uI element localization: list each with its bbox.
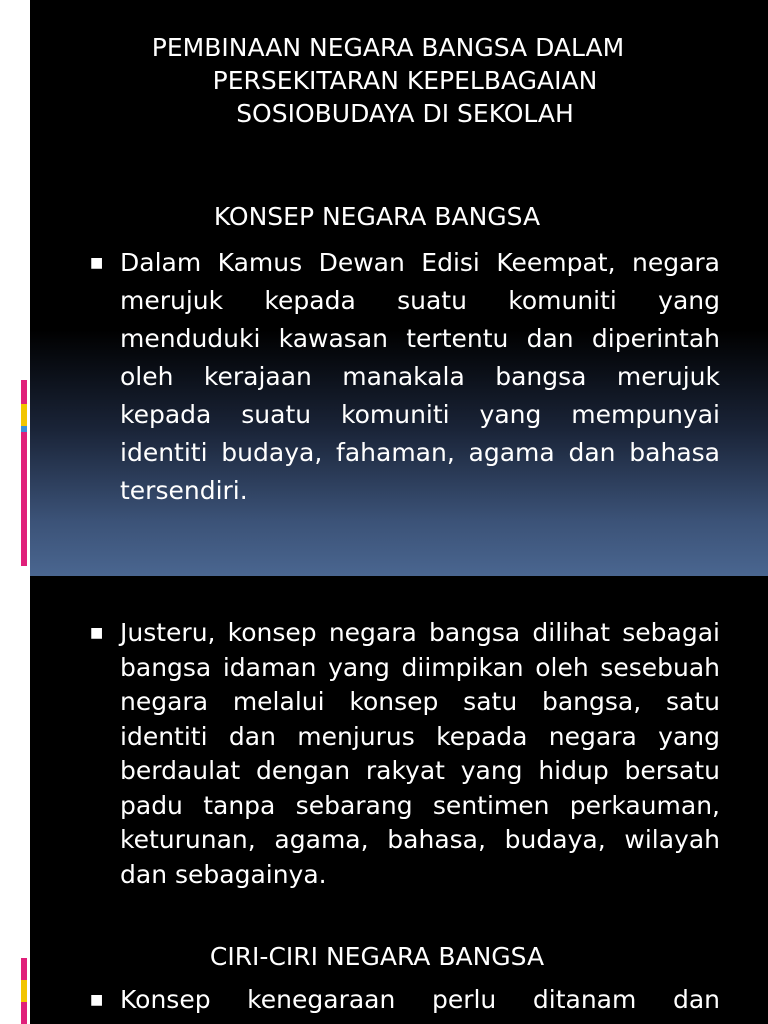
bullet-icon: ■	[90, 255, 104, 271]
slide-marker-icon	[17, 636, 29, 662]
slide-2	[30, 576, 768, 1024]
section-heading: KONSEP NEGARA BANGSA	[213, 202, 541, 231]
accent-bar-pink-long	[21, 1002, 27, 1024]
bullet-text: Dalam Kamus Dewan Edisi Keempat, negara merujuk kepada suatu komuniti yang menduduki kawasan tertentu dan diperintah oleh kerajaan manakala bangsa merujuk kepada suatu komuniti yang mempunyai identiti budaya, fahaman, agama dan bahasa tersendiri.	[120, 248, 720, 505]
accent-bar-yellow	[21, 980, 27, 1002]
bullet-text: Konsep kenegaraan perlu ditanam dan	[120, 985, 720, 1014]
title-line-3: SOSIOBUDAYA DI SEKOLAH	[236, 99, 574, 128]
bullet-icon: ■	[90, 992, 104, 1008]
list-item	[90, 616, 720, 892]
list-item	[90, 983, 720, 1018]
accent-bar-yellow	[21, 404, 27, 426]
accent-bar-pink	[21, 958, 27, 980]
slide-title	[30, 31, 768, 130]
section-heading: CIRI-CIRI NEGARA BANGSA	[209, 942, 545, 971]
bullet-text: Justeru, konsep negara bangsa dilihat sebagai bangsa idaman yang diimpikan oleh sesebuah negara melalui konsep satu bangsa, satu identiti dan menjurus kepada negara yang berdaulat dengan rakyat yang hidup bersatu padu tanpa sebarang sentimen perkauman, keturunan, agama, bahasa, budaya, wilayah dan sebagainya.	[120, 618, 720, 889]
slide-marker-icon	[17, 60, 29, 86]
list-item	[90, 244, 720, 510]
title-line-2: PERSEKITARAN KEPELBAGAIAN	[212, 66, 598, 95]
accent-bar-pink-long	[21, 432, 27, 566]
slide-1	[30, 0, 768, 576]
title-line-1: PEMBINAAN NEGARA BANGSA DALAM	[151, 33, 625, 62]
accent-bar-pink	[21, 380, 27, 404]
bullet-icon: ■	[90, 625, 104, 641]
